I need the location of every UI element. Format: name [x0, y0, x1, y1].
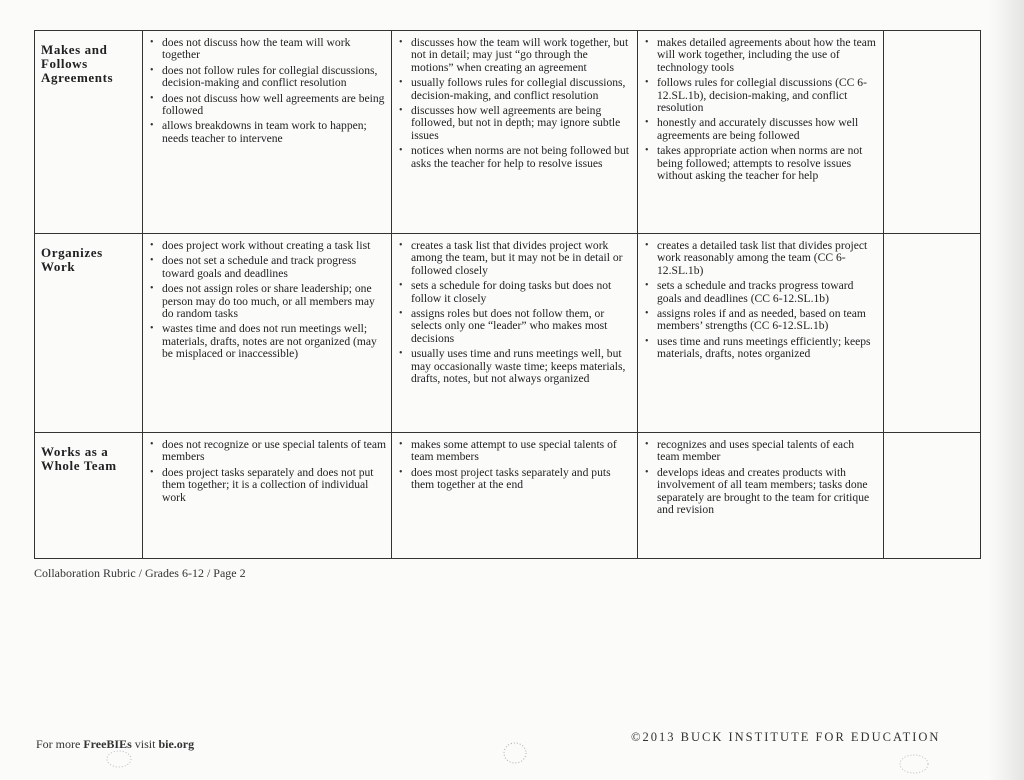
approaching-standard-cell: [392, 234, 638, 433]
above-standard-cell: [884, 234, 981, 433]
descriptor-list: [398, 236, 633, 385]
scan-speckle-mark: [896, 752, 932, 776]
descriptor-item: • notices when norms are not being followed but asks the teacher for help to resolve issues: [398, 145, 633, 170]
descriptor-list: [644, 435, 879, 516]
descriptor-item: • wastes time and does not run meetings well; materials, drafts, notes are not organized (may be misplaced or inaccessible): [149, 323, 387, 360]
rubric-row-organizes-work: [35, 234, 981, 433]
descriptor-item: • does project work without creating a task list: [149, 240, 387, 252]
descriptor-item: • does project tasks separately and does not put them together; it is a collection of individual work: [149, 467, 387, 504]
descriptor-list: [644, 33, 879, 182]
descriptor-list: [149, 236, 387, 361]
descriptor-item: • uses time and runs meetings efficiently; keeps materials, drafts, notes organized: [644, 336, 879, 361]
rubric-row-agreements: [35, 31, 981, 234]
at-standard-cell: [638, 234, 884, 433]
descriptor-item: • discusses how the team will work together, but not in detail; may just “go through the motions” when creating an agreement: [398, 37, 633, 74]
scan-speckle-mark: [500, 740, 530, 766]
descriptor-item: • does not assign roles or share leadership; one person may do too much, or all members may do random tasks: [149, 283, 387, 320]
scan-speckle-mark: [104, 748, 134, 770]
criterion-cell: [35, 31, 143, 234]
descriptor-list: [398, 33, 633, 170]
criterion-cell: [35, 433, 143, 559]
descriptor-item: • takes appropriate action when norms are not being followed; attempts to resolve issues without asking the teacher for help: [644, 145, 879, 182]
descriptor-list: [149, 33, 387, 145]
criterion-label: Makes and Follows Agreements: [41, 42, 114, 85]
website-link[interactable]: bie.org: [158, 737, 195, 751]
descriptor-item: • usually follows rules for collegial discussions, decision-making, and conflict resolution: [398, 77, 633, 102]
descriptor-item: • allows breakdowns in team work to happen; needs teacher to intervene: [149, 120, 387, 145]
descriptor-item: • recognizes and uses special talents of each team member: [644, 439, 879, 464]
collaboration-rubric-table: [34, 30, 981, 559]
approaching-standard-cell: [392, 433, 638, 559]
criterion-cell: [35, 234, 143, 433]
above-standard-cell: [884, 31, 981, 234]
descriptor-item: • honestly and accurately discusses how well agreements are being followed: [644, 117, 879, 142]
descriptor-item: • discusses how well agreements are being followed, but not in depth; may ignore subtle issues: [398, 105, 633, 142]
criterion-label: Works as a Whole Team: [41, 444, 117, 473]
below-standard-cell: [143, 433, 392, 559]
descriptor-item: • assigns roles but does not follow them, or selects only one “leader” who makes most decisions: [398, 308, 633, 345]
descriptor-item: • creates a detailed task list that divides project work reasonably among the team (CC 6-12.SL.1b): [644, 240, 879, 277]
copyright-notice: ©2013 BUCK INSTITUTE FOR EDUCATION: [631, 730, 941, 744]
descriptor-item: • sets a schedule for doing tasks but does not follow it closely: [398, 280, 633, 305]
criterion-label: Organizes Work: [41, 245, 103, 274]
descriptor-list: [398, 435, 633, 492]
descriptor-item: • creates a task list that divides project work among the team, but it may not be in detail or followed closely: [398, 240, 633, 277]
descriptor-item: • assigns roles if and as needed, based on team members’ strengths (CC 6-12.SL.1b): [644, 308, 879, 333]
descriptor-item: • does most project tasks separately and puts them together at the end: [398, 467, 633, 492]
approaching-standard-cell: [392, 31, 638, 234]
descriptor-item: • does not recognize or use special talents of team members: [149, 439, 387, 464]
descriptor-item: • develops ideas and creates products with involvement of all team members; tasks done separately are brought to the team for critique and revision: [644, 467, 879, 517]
at-standard-cell: [638, 31, 884, 234]
descriptor-item: • does not follow rules for collegial discussions, decision-making and conflict resolution: [149, 65, 387, 90]
descriptor-item: • does not set a schedule and track progress toward goals and deadlines: [149, 255, 387, 280]
below-standard-cell: [143, 31, 392, 234]
rubric-row-whole-team: [35, 433, 981, 559]
above-standard-cell: [884, 433, 981, 559]
descriptor-item: • does not discuss how well agreements are being followed: [149, 93, 387, 118]
descriptor-item: • makes some attempt to use special talents of team members: [398, 439, 633, 464]
descriptor-list: [149, 435, 387, 504]
scan-shadow-edge: [988, 0, 1024, 780]
below-standard-cell: [143, 234, 392, 433]
at-standard-cell: [638, 433, 884, 559]
freebies-note: For more FreeBIEs visit bie.org: [36, 737, 195, 751]
descriptor-item: • usually uses time and runs meetings well, but may occasionally waste time; keeps materials, drafts, notes, but not always organized: [398, 348, 633, 385]
descriptor-item: • follows rules for collegial discussions (CC 6-12.SL.1b), decision-making, and conflict resolution: [644, 77, 879, 114]
page-caption: Collaboration Rubric / Grades 6-12 / Page 2: [34, 566, 246, 580]
descriptor-item: • sets a schedule and tracks progress toward goals and deadlines (CC 6-12.SL.1b): [644, 280, 879, 305]
descriptor-item: • does not discuss how the team will work together: [149, 37, 387, 62]
descriptor-item: • makes detailed agreements about how the team will work together, including the use of technology tools: [644, 37, 879, 74]
descriptor-list: [644, 236, 879, 361]
